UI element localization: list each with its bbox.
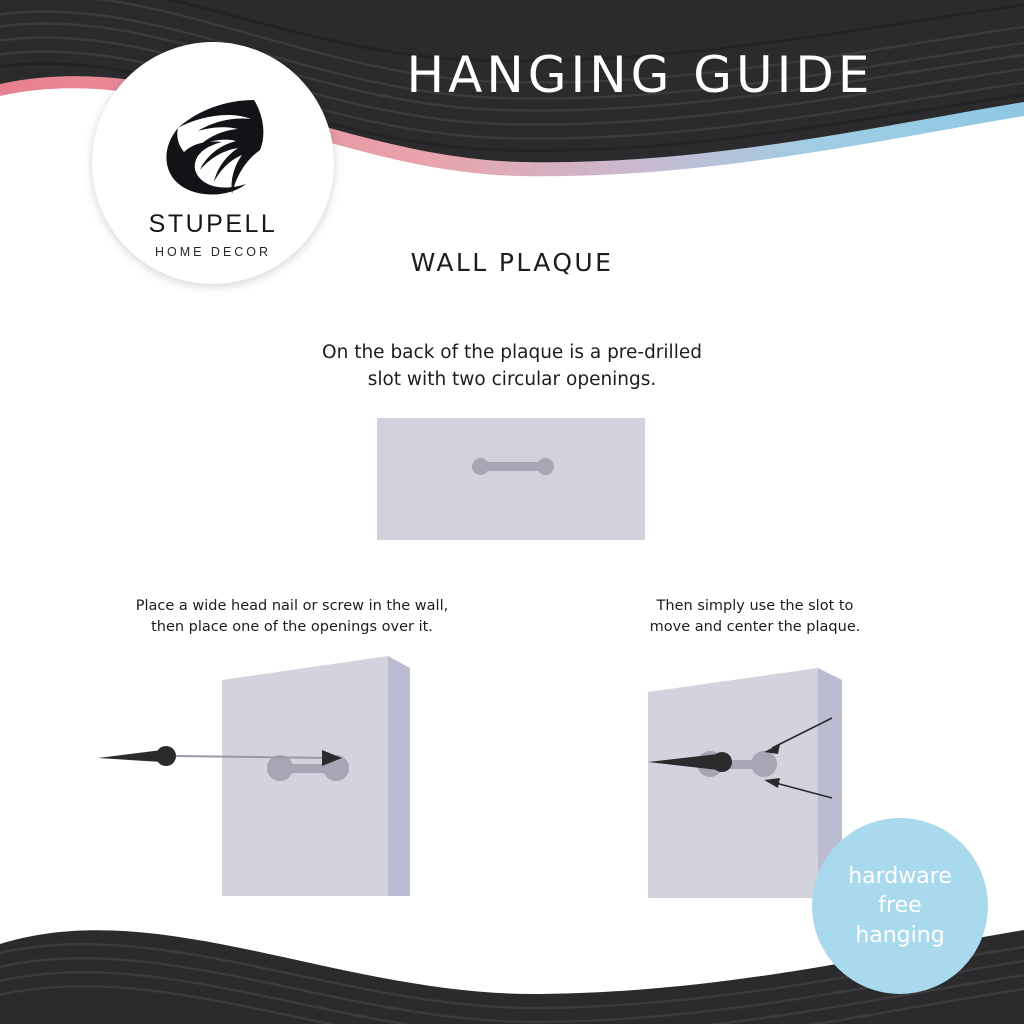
- step2-plaque-face: [222, 656, 388, 896]
- step3-caption-line2: move and center the plaque.: [649, 619, 861, 636]
- step2-slot-opening-left: [267, 755, 293, 781]
- step2-caption-line1: Place a wide head nail or screw in the wall,: [135, 598, 449, 614]
- step2-caption: [92, 596, 492, 638]
- step2-caption-line2: then place one of the openings over it.: [151, 619, 433, 636]
- step2-nail-shaft: [98, 750, 162, 762]
- step3-plaque-face: [648, 668, 818, 898]
- logo-brand-name: STUPELL: [148, 210, 278, 238]
- step3-caption-line1: Then simply use the slot to: [656, 598, 854, 614]
- step3-nail-head: [712, 752, 732, 772]
- step3-caption: [590, 596, 920, 638]
- stupell-swoosh-logo-icon: [154, 88, 272, 210]
- logo-subtitle: HOME DECOR: [154, 245, 272, 259]
- plaque-back-diagram: [377, 418, 645, 540]
- step3-slot-opening-right: [751, 751, 777, 777]
- hardware-free-hanging-badge: [812, 818, 988, 994]
- step1-caption-line2: slot with two circular openings.: [367, 368, 657, 390]
- step2-nail-head: [156, 746, 176, 766]
- step2-plaque-edge: [388, 656, 410, 896]
- section-title: WALL PLAQUE: [410, 248, 614, 277]
- keyhole-opening-left: [472, 458, 489, 475]
- badge-line-1: hardware: [848, 864, 952, 890]
- step1-caption-line1: On the back of the plaque is a pre-drilled: [322, 342, 702, 363]
- logo-badge: [92, 42, 334, 284]
- step1-caption: [262, 340, 762, 394]
- keyhole-opening-right: [537, 458, 554, 475]
- page-title: HANGING GUIDE: [406, 46, 874, 104]
- badge-line-2: free: [878, 893, 922, 919]
- badge-line-3: hanging: [855, 922, 945, 948]
